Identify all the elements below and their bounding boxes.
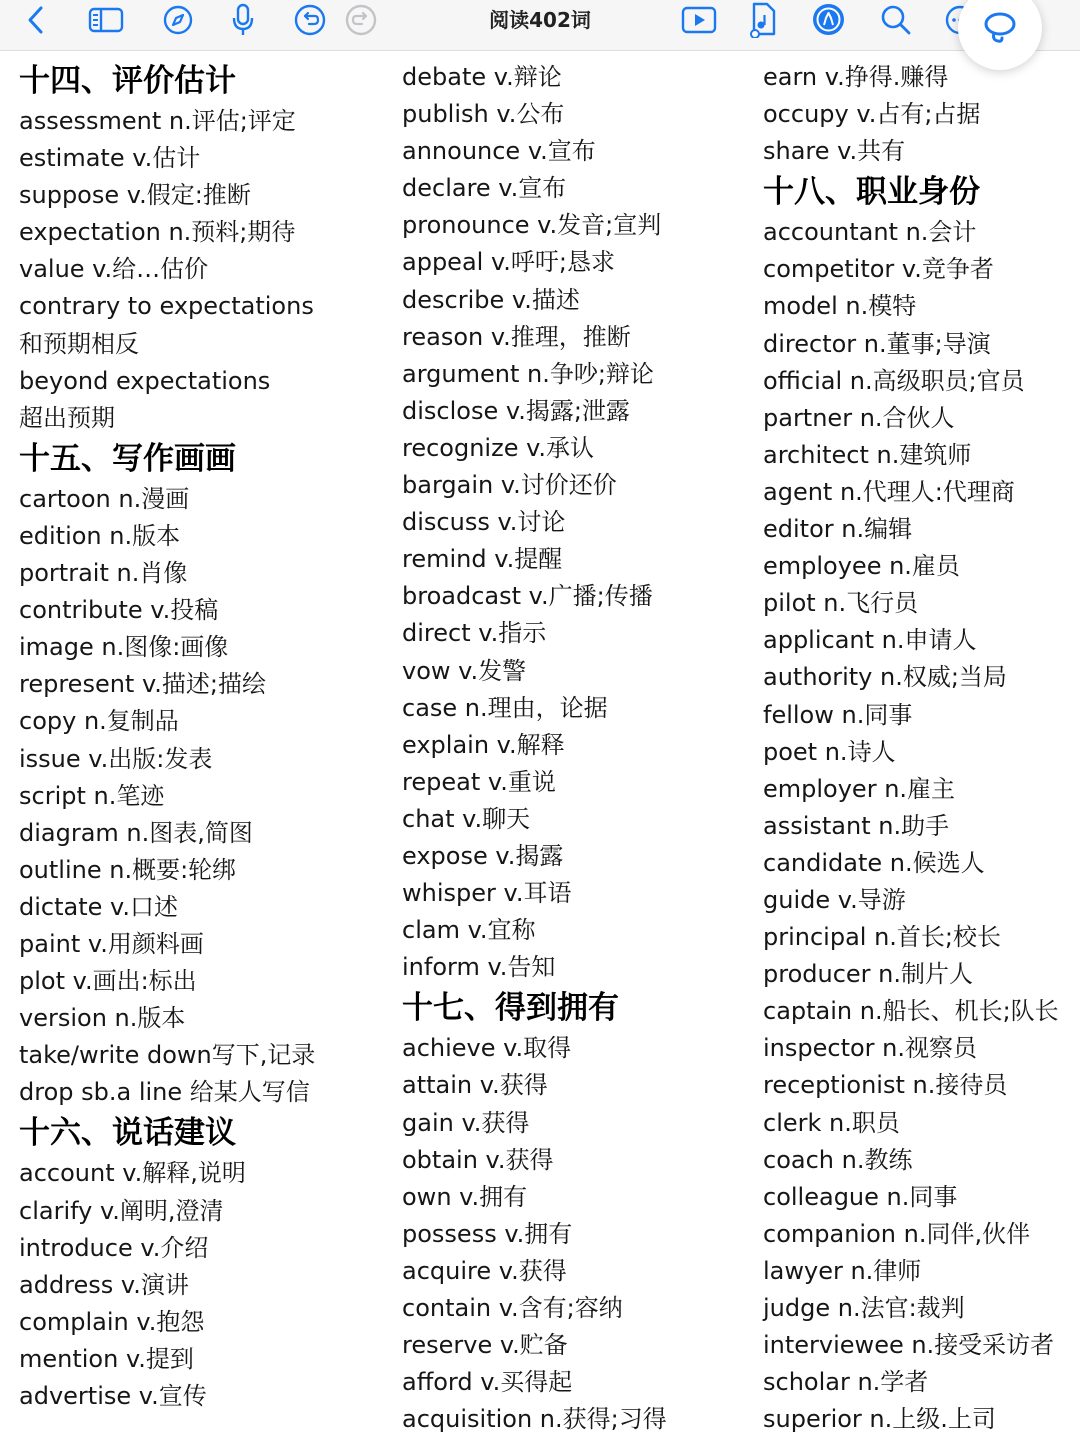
vocab-entry: discuss v.讨论 [402,508,566,537]
vocab-entry: interviewee n.接受采访者 [763,1331,1055,1360]
section-heading: 十四、评价估计 [19,63,236,99]
vocab-entry: repeat v.重说 [402,767,556,796]
document-page[interactable] [0,51,1080,1440]
column-2 [402,59,752,1438]
vocab-entry: represent v.描述;描绘 [19,670,267,699]
compass-icon[interactable] [160,0,196,40]
vocab-entry: achieve v.取得 [402,1034,572,1063]
search-icon[interactable] [878,0,914,40]
play-icon[interactable] [680,0,718,40]
vocab-entry: share v.共有 [763,137,906,166]
vocab-entry: announce v.宣布 [402,137,596,166]
vocab-entry: partner n.合伙人 [763,403,955,432]
vocab-entry: pilot n.飞行员 [763,589,919,618]
vocab-entry: argument n.争吵;辩论 [402,359,654,388]
undo-icon[interactable] [292,0,328,40]
vocab-entry: judge n.法官:裁判 [763,1294,965,1322]
vocab-entry: take/write down写下,记录 [19,1041,316,1070]
sidebar-icon[interactable] [86,0,126,40]
vocab-entry: possess v.拥有 [402,1219,573,1248]
vocab-entry: own v.拥有 [402,1182,528,1211]
vocab-entry: portrait n.肖像 [19,559,188,588]
vocab-entry: architect n.建筑师 [763,440,972,469]
vocab-entry: clam v.宜称 [402,916,536,945]
vocab-entry: attain v.获得 [402,1071,548,1100]
vocab-entry: beyond expectations [19,366,271,395]
vocab-entry: contrary to expectations [19,292,314,321]
audio-file-icon[interactable] [746,0,780,40]
vocab-entry: edition n.版本 [19,521,181,550]
redo-icon[interactable] [343,0,379,40]
vocab-entry: lawyer n.律师 [763,1256,922,1285]
vocab-entry: contain v.含有;容纳 [402,1294,623,1322]
vocab-entry: acquisition n.获得;习得 [402,1405,667,1434]
vocab-entry: companion n.同伴,伙伴 [763,1219,1031,1248]
vocab-entry: image n.图像:画像 [19,633,229,662]
vocab-entry: employer n.雇主 [763,774,956,803]
vocab-entry: paint v.用颜料画 [19,929,204,958]
vocab-entry: scholar n.学者 [763,1368,929,1397]
vocab-entry: cartoon n.漫画 [19,484,190,513]
vocab-entry: suppose v.假定:推断 [19,181,251,210]
vocab-entry: estimate v.估计 [19,144,201,173]
vocab-entry: complain v.抱怨 [19,1307,205,1336]
vocab-entry: account v.解释,说明 [19,1159,246,1188]
vocab-entry: captain n.船长、机长;队长 [763,997,1059,1026]
vocab-entry: editor n.编辑 [763,515,913,544]
vocab-entry: drop sb.a line 给某人写信 [19,1078,310,1107]
vocab-entry: obtain v.获得 [402,1145,554,1174]
vocab-entry: accountant n.会计 [763,218,977,247]
vocab-entry: superior n.上级.上司 [763,1405,996,1434]
vocab-entry: mention v.提到 [19,1344,194,1373]
vocab-entry: principal n.首长;校长 [763,923,1002,952]
vocab-entry: 和预期相反 [19,329,139,358]
vocab-entry: poet n.诗人 [763,737,896,766]
document-title: 阅读402词 [489,8,591,32]
vocab-entry: diagram n.图表,简图 [19,818,253,847]
vocab-entry: agent n.代理人:代理商 [763,477,1015,506]
vocab-entry: model n.模特 [763,292,917,321]
vocab-entry: applicant n.申请人 [763,626,977,655]
vocab-entry: acquire v.获得 [402,1256,567,1285]
vocab-entry: declare v.宣布 [402,174,567,203]
vocab-entry: reason v.推理，推断 [402,322,631,351]
column-1 [19,59,389,1415]
vocab-entry: colleague n.同事 [763,1182,958,1211]
vocab-entry: version n.版本 [19,1004,186,1033]
vocab-entry: pronounce v.发音;宣判 [402,211,662,240]
vocab-entry: earn v.挣得.赚得 [763,63,949,91]
vocab-entry: debate v.辩论 [402,63,562,91]
pencil-tool[interactable] [813,4,844,35]
vocab-entry: explain v.解释 [402,730,565,759]
vocab-entry: afford v.买得起 [402,1368,573,1397]
vocab-entry: inform v.告知 [402,953,556,982]
section-heading: 十五、写作画画 [19,440,236,477]
vocab-entry: dictate v.口述 [19,892,178,921]
vocab-entry: contribute v.投稿 [19,596,219,625]
section-heading: 十七、得到拥有 [402,990,619,1027]
vocab-entry: receptionist n.接待员 [763,1071,1008,1100]
vocab-entry: fellow n.同事 [763,700,913,729]
vocab-entry: plot v.画出:标出 [19,967,197,996]
vocab-entry: issue v.出版:发表 [19,744,213,773]
vocab-entry: chat v.聊天 [402,804,531,833]
vocab-entry: address v.演讲 [19,1270,189,1299]
vocab-entry: candidate n.候选人 [763,848,985,877]
vocab-entry: occupy v.占有;占据 [763,100,981,129]
vocab-entry: coach n.教练 [763,1145,913,1174]
vocab-entry: reserve v.贮备 [402,1331,568,1360]
vocab-entry: introduce v.介绍 [19,1233,209,1262]
vocab-entry: clerk n.职员 [763,1108,900,1137]
vocab-entry: broadcast v.广播;传播 [402,582,653,611]
vocab-entry: inspector n.视察员 [763,1034,978,1063]
vocab-entry: script n.笔迹 [19,781,165,810]
vocab-entry: outline n.概要:轮绑 [19,855,237,884]
vocab-entry: whisper v.耳语 [402,879,572,908]
vocab-entry: recognize v.承认 [402,433,595,462]
vocab-entry: disclose v.揭露;泄露 [402,396,630,425]
vocab-entry: employee n.雇员 [763,552,960,581]
section-heading: 十六、说话建议 [19,1115,236,1152]
top-toolbar [0,0,1080,51]
vocab-entry: clarify v.阐明,澄清 [19,1196,224,1225]
vocab-entry: direct v.指示 [402,619,547,648]
vocab-entry: expectation n.预料;期待 [19,218,296,247]
column-3 [763,59,1077,1438]
vocab-entry: gain v.获得 [402,1108,530,1137]
vocab-entry: director n.董事;导演 [763,329,991,358]
pencil-icon [813,4,844,35]
vocab-entry: expose v.揭露 [402,841,564,870]
vocab-entry: assistant n.助手 [763,811,950,840]
vocab-entry: guide v.导游 [763,885,906,914]
vocab-entry: vow v.发警 [402,656,527,685]
vocab-entry: competitor v.竞争者 [763,255,994,284]
vocab-entry: appeal v.呼吁;恳求 [402,248,615,277]
vocab-entry: remind v.提醒 [402,545,563,574]
vocab-entry: copy n.复制品 [19,707,179,736]
vocab-entry: assessment n.评估;评定 [19,107,296,135]
vocab-entry: official n.高级职员;官员 [763,366,1025,395]
vocab-entry: publish v.公布 [402,100,565,129]
vocab-entry: advertise v.宣传 [19,1382,207,1410]
microphone-icon[interactable] [226,0,260,40]
chevron-left-icon[interactable] [18,0,54,40]
vocab-entry: case n.理由，论据 [402,693,608,722]
vocab-entry: bargain v.讨价还价 [402,471,617,500]
section-heading: 十八、职业身份 [763,174,980,211]
vocab-entry: authority n.权威;当局 [763,663,1007,692]
vocab-entry: 超出预期 [19,403,115,432]
vocab-entry: describe v.描述 [402,285,580,314]
vocab-entry: producer n.制片人 [763,960,973,989]
vocab-entry: value v.给…估价 [19,255,209,284]
